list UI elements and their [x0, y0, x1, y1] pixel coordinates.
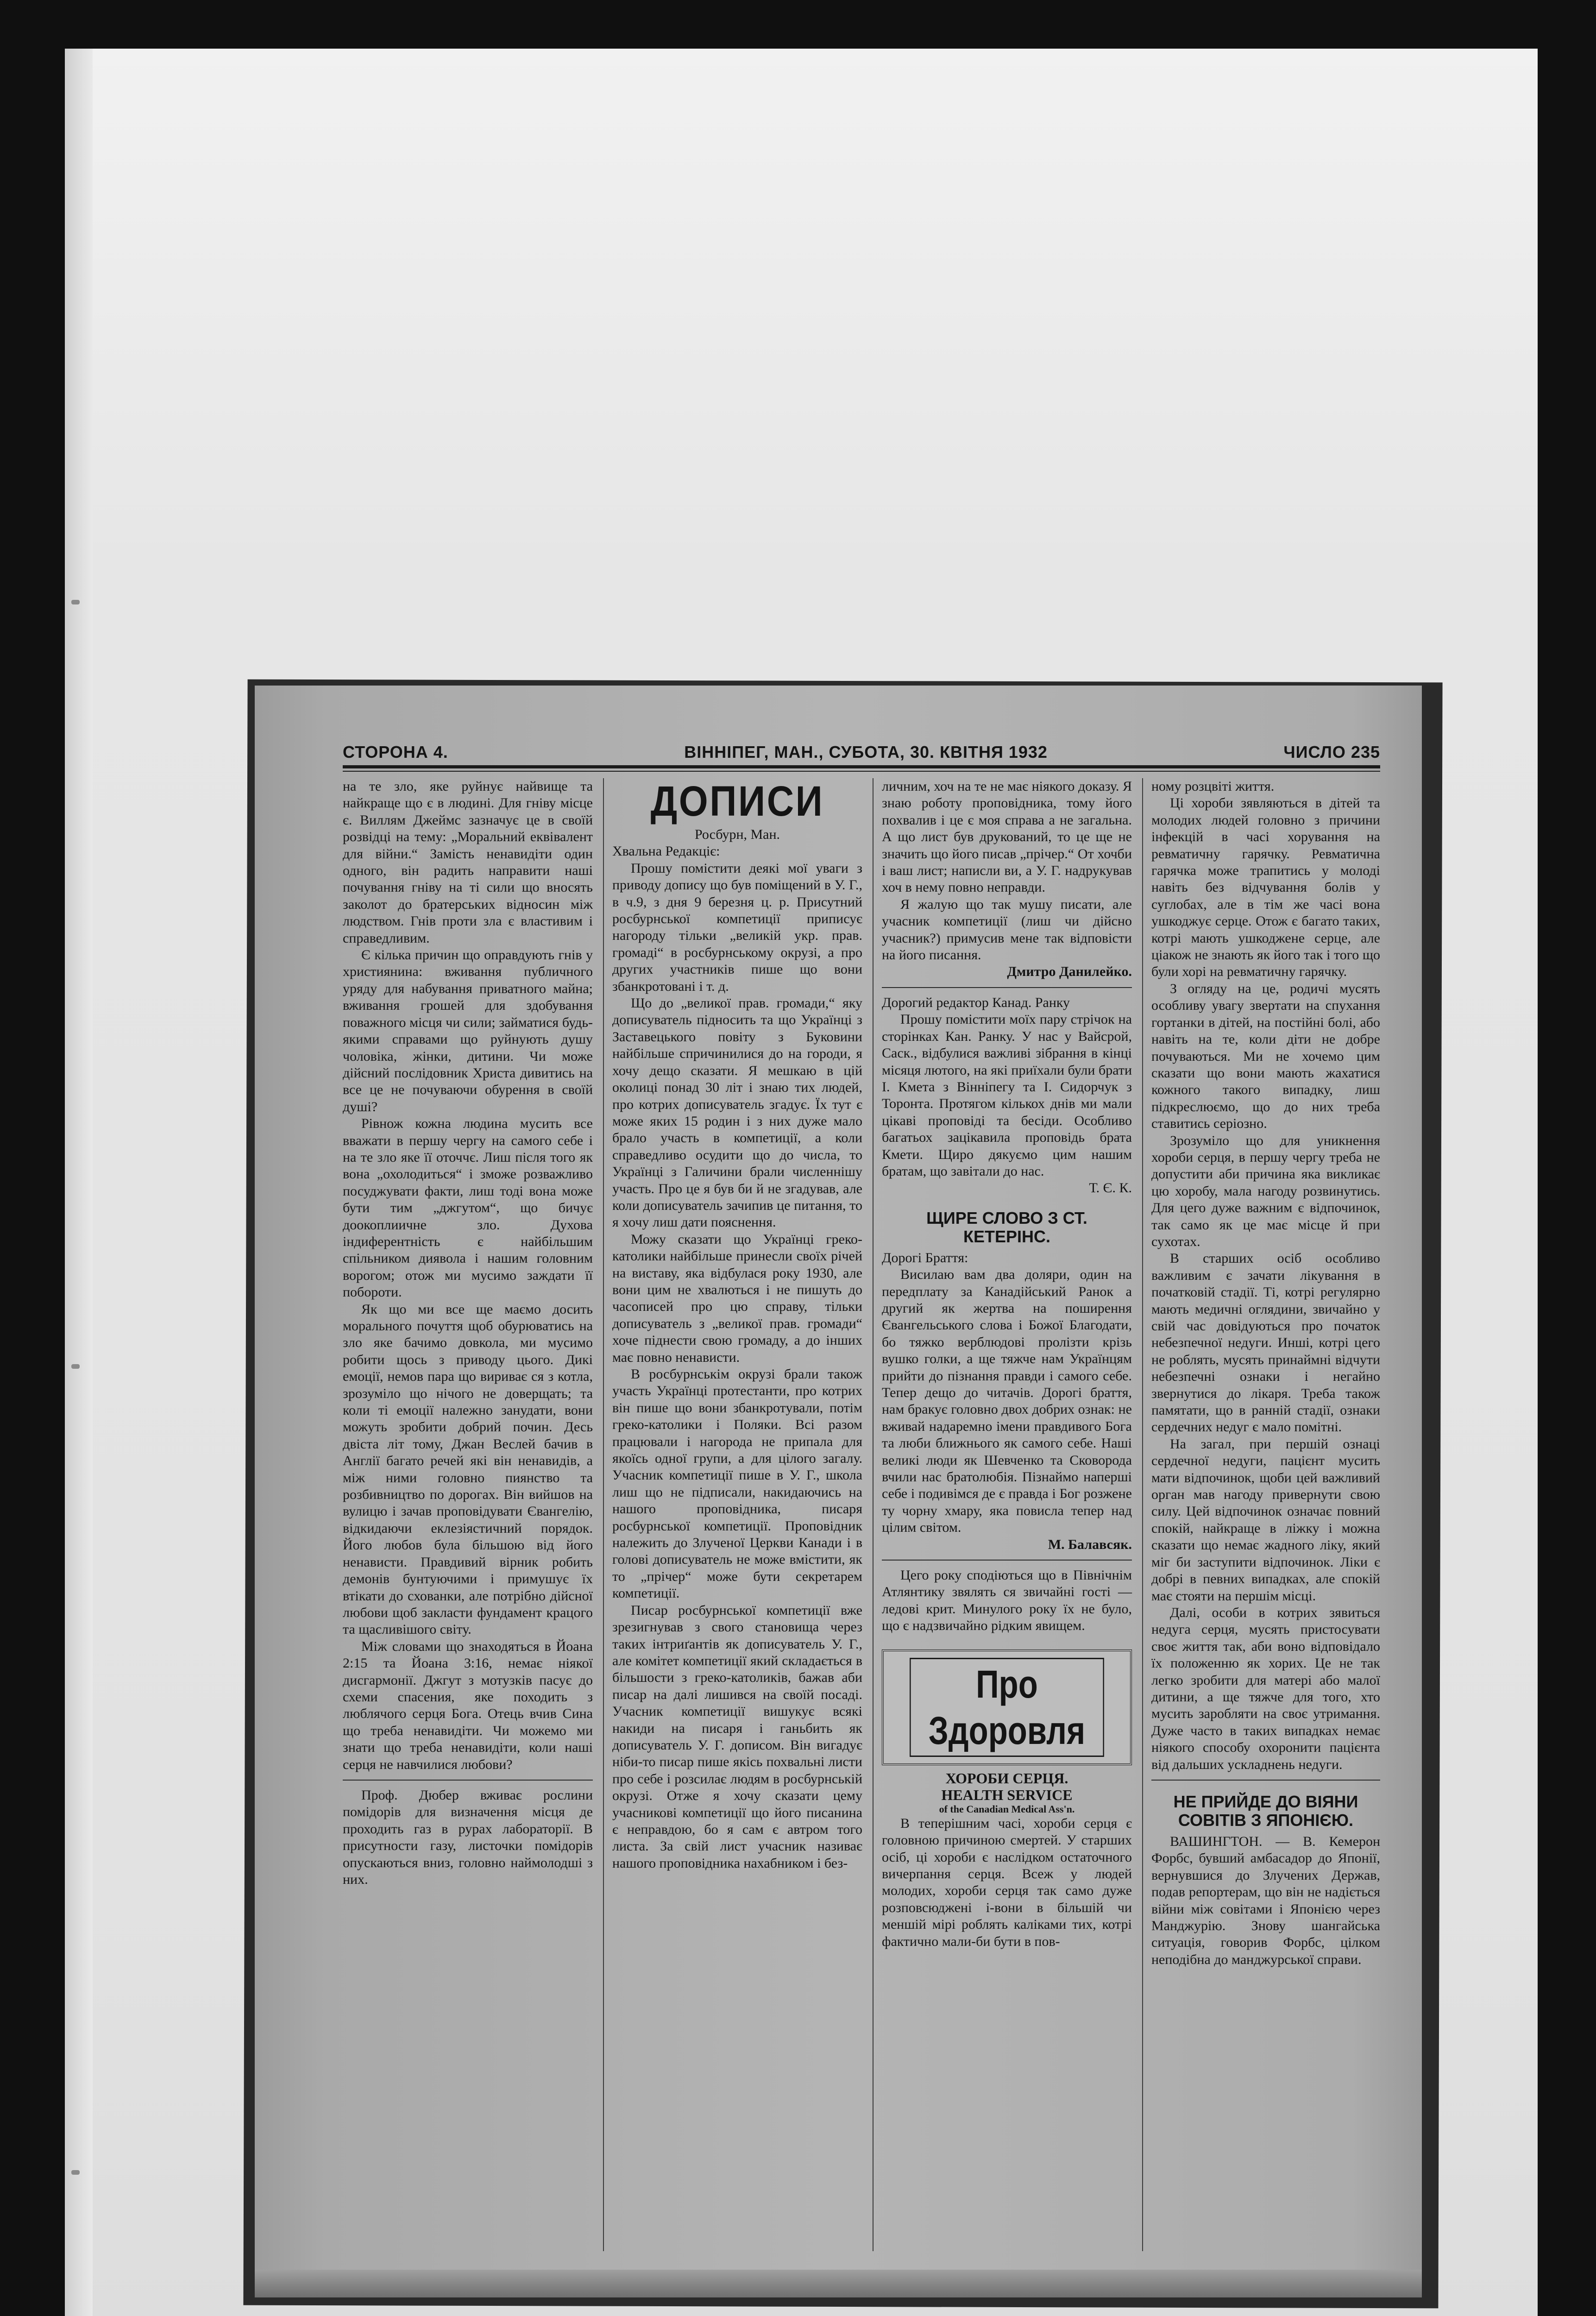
- column-rule: [1142, 778, 1143, 2251]
- letter-place: Росбурн, Ман.: [694, 827, 780, 842]
- article-paragraph: Зрозуміло що для уникнення хороби серця, в першу чергу треба не допустити аби причина яка викликає цю хоробу, мала нагоду розвинутись. Для цего дуже важним є відпочинок, так само як це має місце й при сухотах.: [1151, 1133, 1380, 1249]
- article-paragraph: В теперішним часі, хороби серця є головною причиною смертей. У старших осіб, ці хороби є наслідком остаточного вичерпання серця. Всеж у людей молодих, хороби серця так само дуже розповсюджені і-вони в більшій чи меншій мірі роблять каліками тих, котрі фактично мали-би бути в пов-: [882, 1815, 1132, 1949]
- masthead: [343, 734, 1380, 762]
- letter-signature: М. Балавсяк.: [1048, 1536, 1132, 1552]
- section-headline: ДОПИСИ: [650, 778, 824, 825]
- film-sprocket-mark: [71, 2170, 80, 2175]
- article-paragraph: На загал, при першій ознаці сердечної недуги, пацієнт мусить мати відпочинок, щоби цей важливий орган мав нагоду привернути свою силу. Цей відпочинок означає повний спокій, найкраще в ліжку і можна сказати що немає жадного ліку, який міг би заступити відпочинок. Ліки є добрі в певних випадках, але спокій має стояти на першім місці.: [1151, 1436, 1380, 1604]
- article-paragraph: Прошу помістити моїх пару стрічок на сторінках Кан. Ранку. У нас у Вайсрой, Саск., відбулися важливі зібрання в кінці місяця лютого, на які приїхали були брати І. Кмета з Вінніпегу та І. Сидорчук з Торонта. Протягом кількох днів ми мали цікаві проповіді та бесіди. Особливо багатьох зацікавила проповідь брата Кмети. Щиро дякуємо цим нашим братам, що завітали до нас.: [882, 1012, 1132, 1179]
- article-paragraph: Висилаю вам два доляри, один на передплату за Канадійський Ранок а другий як жертва на поширення Євангельського слова і Божої Благодати, бо тяжко верблюдові пролізти крізь вушко голки, а ще тяжче нам Українцям прийти до пізнання правди і самого себе. Тепер дещо до читачів. Дорогі браття, нам бракує головно двох добрих ознак: не вживай надаремно імени правдивого Бога та люби ближнього як самого себе. Наші великі люди як Шевченко та Сковорода вчили нас братолюбія. Пізнаймо наперші себе і подивімся де є правда і Бог розжене ту чорну хмару, яка повисла тепер над цілим світом.: [882, 1267, 1132, 1536]
- page-bottom-edge: [255, 2270, 1422, 2297]
- article-paragraph: В старших осіб особливо важливим є зачати лікування в початковій стадії. Ті, котрі регулярно мають медичні оглядини, звичайно у свій час довідуються про початок небезпечної недуги. Инші, котрі цего не роблять, мусять принаймні відчути небезпечні ознаки і негайно звернутися до лікаря. Треба також памятати, що в ранній стадії, ознаки сердечних недуг є мало помітні.: [1151, 1251, 1380, 1435]
- film-edge: [65, 49, 93, 2316]
- article-paragraph: Між словами що знаходяться в Йоана 2:15 та Йоана 3:16, немає ніякої дисгармонії. Джгут з мотузків пасує до схеми спасения, яке походить з люблячого серця Бога. Отець вчив Сина що треба ненавидіти. Чи можемо ми знати що треба ненавидіти, коли наші серця не навчилися любови?: [343, 1638, 593, 1772]
- article-paragraph: Я жалую що так мушу писати, але учасник компетиції (лиш чи дійсно учасник?) примусив мене так відповісти на його писання.: [882, 896, 1132, 963]
- article-paragraph: Далі, особи в котрих зявиться недуга серця, мусять пристосувати своє життя так, аби воно відповідало їх положенню як хорих. Це не так легко зробити для матері або малої дитини, а ще тяжче для того, хто мусить заробляти на своє утримання. Дуже часто в таких випадках немає ніякого способу охоронити пацієнта від дальших ускладнень недуги.: [1151, 1605, 1380, 1772]
- article-paragraph: Можу сказати що Українці греко-католики найбільше принесли своїх річей на виставу, яка відбулася року 1930, але вони цим не хвалються і не пишуть до часописей про цю справу, тільки дописуватель з „великої прав. громади“ хоче піднести свою громаду, а до інших має повно ненависти.: [612, 1231, 862, 1365]
- article-paragraph: Як що ми все ще маємо досить морального почуття щоб обурюватись на зло яке бачимо довкола, ми мусимо робити щось з приводу цього. Дикі емоції, немов пара що вириває ся з котла, зрозуміло що нічого не доверщать; та коли ті емоції належно занудати, вони можуть зробити добрий почин. Десь двіста літ тому, Джан Веслей бачив в Англії багато речей які він ненавидів, а між ними головно пиянство та розбивництво по дорогах. Він вийшов на вулицю і зачав проповідувати Євангелію, відкидаючи еклезіястичний порядок. Його любов була більшою від його ненависти. Правдивий вірник робить демонів бунтуючими і примушує їх втікати до схованки, але потрібно дійсної любови щоб заклacти фундамент крацого та щасливішого світу.: [343, 1301, 593, 1637]
- article-paragraph: Є кілька причин що оправдують гнів у християнина: вживання публичного уряду для набування приватного майна; вживання грошей для здобування поважного місця чи сили; займатися будь-якими справами що руйнують душу чоловіка, жінки, дитини. Чи може дійсний послідовник Христа дивитись на все це не почуваючи обурення в своїй душі?: [343, 947, 593, 1114]
- news-headline: НЕ ПРИЙДЕ ДО ВІЯНИ СОВІТІВ З ЯПОНІЄЮ.: [1173, 1792, 1358, 1830]
- health-service-label: HEALTH SERVICE: [941, 1786, 1073, 1803]
- letter-salutation: Дорогі Браття:: [882, 1250, 968, 1265]
- masthead-rule-thin: [343, 771, 1380, 772]
- section-divider: [343, 1780, 593, 1781]
- section-divider: [1151, 1780, 1380, 1781]
- letter-signature: Т. Є. К.: [1089, 1180, 1132, 1196]
- film-sprocket-mark: [71, 1364, 80, 1369]
- masthead-rule: [343, 765, 1380, 768]
- article-paragraph: Прошу помістити деякі мої уваги з приводу допису що був поміщений в У. Г., в ч.9, з дня 9 березня ц. р. Присутний росбурнської компетиції приписує нагороду тільки „великій укр. прав. громаді“ в росбурнському окрузі, а про других участників пише що вони збанкротовані і т. д.: [612, 860, 862, 994]
- article-paragraph: Писар росбурнської компетиції вже зрезигнував з свого становища через таких інтриґантів як дописуватель У. Г., але комітет компетиції який складається в більшости з греко-католиків, бажав аби писар на далі лишився на своїй посаді. Учасник компетиції вишукує всякі накиди на писаря і ганьбить як дописуватель У. Г. дописом. Він вигадує ніби-то писар пише якісь похвальні листи про себе і розсилає людям в росбурнській окрузі. Отже я хочу сказати цему учасникові компетиції що його писанина є неправдою, бо я сам є автром того листа. За свій лист учасник називає нашого проповідника нахабником і без-: [612, 1602, 862, 1871]
- letter-salutation: Хвальна Редакціє:: [612, 843, 720, 859]
- article-paragraph: Цего року сподіються що в Північнім Атлянтику звялять ся звичайні гості — ледові крит. Минулого року їх не було, що є надзвичайно рідким явищем.: [882, 1567, 1132, 1634]
- page-number: СТОРОНА 4.: [343, 743, 448, 762]
- article-paragraph: Проф. Дюбер вживає рослини помідорів для визначення місця де проходить газ в рурах лабораторії. В присутности газу, листочки помідорів опускаються вниз, головно наймолодші з них.: [343, 1787, 593, 1887]
- column-rule: [603, 778, 604, 2251]
- article-paragraph: В росбурнськім окрузі брали також участь Українці протестанти, про котрих він пише що вони збанкротували, потім греко-католики і Поляки. Всі разом працювали і нагорода не припала для якоїсь одної групи, а для цілого загалу. Учасник компетиції пише в У. Г., школа лиш що не підписали, накидаючись на нашого проповідника, писаря росбурнської компетиції. Проповідник належить до Злученої Церкви Канади і в голові дописуватель не може вмістити, як то „прічер“ може бути секретарем компетиції.: [612, 1366, 862, 1601]
- article-paragraph: ному розцвіті життя.: [1151, 779, 1275, 794]
- column-3: [882, 778, 1132, 1950]
- dateline: ВІННІПЕГ, МАН., СУБОТА, 30. КВІТНЯ 1932: [684, 743, 1048, 762]
- health-article-title: ХОРОБИ СЕРЦЯ.: [945, 1769, 1068, 1787]
- column-4: [1151, 778, 1380, 1968]
- film-sprocket-mark: [71, 600, 80, 604]
- letter-signature: Дмитро Данилейко.: [1007, 964, 1132, 980]
- section-divider: [882, 987, 1132, 988]
- article-paragraph: на те зло, яке руйнує найвище та найкраще що є в людині. Для гніву місце є. Виллям Джеймс зазначує це в своїй розвідці на тему: „Моральний еквівалент для війни.“ Замість ненавидіти один одного, він радить направити наші почування гніву на ті сили що вносять заколот до братерських відносин між людством. Гнів проти зла є властивим і справедливим.: [343, 779, 593, 946]
- letter-salutation: Дорогий редактор Канад. Ранку: [882, 994, 1070, 1010]
- article-paragraph: ВАШИНГТОН. — В. Кемерон Форбс, бувший амбасадор до Японії, вернувшися до Злучених Держав, подав репортерам, що він не надіється війни між совітами і Японією через Манджурію. Знову шангайська ситуація, говорив Форбс, цілком неподібна до манджурської справи.: [1151, 1833, 1380, 1967]
- article-paragraph: З огляду на це, родичі мусять особливу увагу звертати на спухання гортанки в дітей, на постійні болі, або навіть на те, коли діти не добре почуваються. Ми не хочемо цим сказати що вони мають жахатися кожного такого випадку, лиш підкреслюємо, що до них треба ставитись серіозно.: [1151, 981, 1380, 1132]
- health-service-source: of the Canadian Medical Ass'n.: [939, 1803, 1075, 1815]
- article-paragraph: личним, хоч на те не має ніякого доказу. Я знаю роботу проповідника, тому його похвалив і це є моя справа а не загальна. А що лист був друкований, то це ще не значить що його писав „прічер.“ От хочби і ваш лист; написли ви, а У. Г. надрукував хоч в нему повно неправди.: [882, 779, 1132, 895]
- article-paragraph: Ці хороби зявляються в дітей та молодих людей головно з причини інфекцій в часі хорування на ревматичну гарячку. Ревматична гарячка може трапитись у молоді навіть без відчування болів у суглобах, але в тім же часі вона ушкоджує серце. Отож є багато таких, котрі мають ушкоджене серце, але ціакож не знають як його так і того що були хорі на ревматичну гарячку.: [1151, 795, 1380, 980]
- issue-number: ЧИСЛО 235: [1283, 743, 1380, 762]
- health-column-title: Про Здоровля: [910, 1658, 1104, 1757]
- article-paragraph: Рівнож кожна людина мусить все вважати в першу чергу на самого себе і на те зло яке її оточчє. Лиш після того як вона „охолодиться“ і зможе розважливо посуджувати факти, лиш тоді вона може бути тим „джгутом“, що бичує доокоплиичне зло. Духова індиферентність є найбільшим спільником диявола і нашим головним ворогом; отож ми мусимо заждати її побороти.: [343, 1116, 593, 1300]
- letter-headline: ЩИРЕ СЛОВО З СТ. КЕТЕРІНС.: [926, 1208, 1087, 1246]
- newspaper-page: [255, 686, 1422, 2297]
- section-divider: [882, 1560, 1132, 1561]
- column-2: [612, 778, 862, 1872]
- article-paragraph: Що до „великої прав. громади,“ яку дописуватель підносить та що Українці з Заставецького повіту з Буковини найбільше спричинилися до на городи, я хочу дещо сказати. Я мешкаю в цій околиці понад 30 літ і знаю тих людей, про котрих дописуватель згадує. Їх тут є може яких 15 родин і з них дуже мало брало участь в компетиції, а коли справедливо осудити що до числа, то Українці з Галичини брали численнішу участь. Про це я був би й не згадував, але коли дописуватель зачипив це питання, то я хочу лиш дати пояснення.: [612, 995, 862, 1230]
- health-column-banner: [882, 1649, 1132, 1765]
- column-1: [343, 778, 593, 1888]
